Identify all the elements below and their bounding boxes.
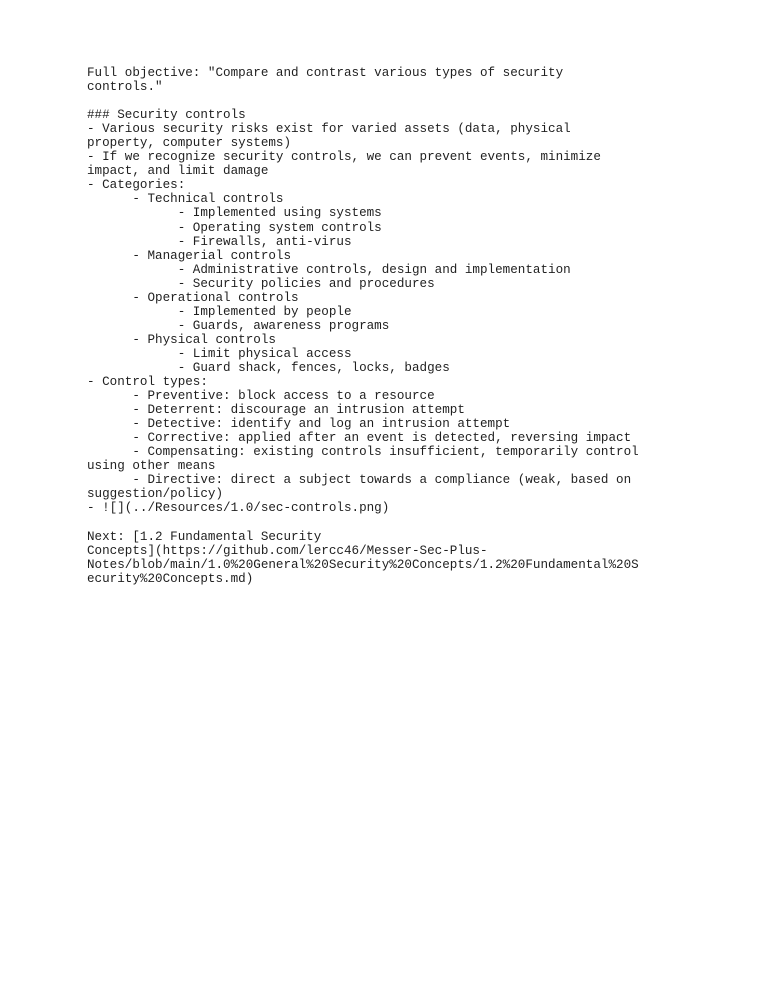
control-type-line: - Detective: identify and log an intrusion attempt [87, 417, 511, 432]
objective-block [87, 66, 687, 94]
next-link-line: Next: [1.2 Fundamental Security [87, 529, 322, 544]
category-label: - Managerial controls [87, 248, 292, 263]
category-item: - Security policies and procedures [87, 276, 435, 291]
category-item: - Operating system controls [87, 220, 382, 235]
control-types-label: - Control types: [87, 375, 208, 390]
category-operational [87, 291, 687, 333]
control-type-line: - Corrective: applied after an event is detected, reversing impact [87, 431, 632, 446]
category-technical [87, 192, 687, 248]
control-type-line: - Compensating: existing controls insufficient, temporarily control [87, 445, 639, 460]
document-body [87, 66, 687, 586]
category-item: - Firewalls, anti-virus [87, 234, 352, 249]
blank-line [87, 94, 687, 108]
objective-line: Full objective: "Compare and contrast various types of security [87, 66, 564, 80]
next-link-line: ecurity%20Concepts.md) [87, 571, 254, 586]
objective-line: controls." [87, 80, 163, 95]
next-link[interactable] [87, 530, 687, 586]
category-item: - Implemented by people [87, 304, 352, 319]
image-reference: - ![](../Resources/1.0/sec-controls.png) [87, 501, 390, 516]
control-type-line: suggestion/policy) [87, 487, 224, 502]
category-item: - Guard shack, fences, locks, badges [87, 360, 450, 375]
categories-label: - Categories: [87, 178, 186, 193]
next-link-line: Notes/blob/main/1.0%20General%20Security%20Concepts/1.2%20Fundamental%20S [87, 557, 639, 572]
category-item: - Limit physical access [87, 346, 352, 361]
control-type-line: - Directive: direct a subject towards a compliance (weak, based on [87, 473, 632, 488]
control-types-list [87, 389, 687, 501]
control-type-line: - Deterrent: discourage an intrusion attempt [87, 403, 465, 418]
category-label: - Physical controls [87, 332, 276, 347]
category-label: - Technical controls [87, 192, 284, 207]
intro-line: - If we recognize security controls, we can prevent events, minimize [87, 150, 601, 165]
section-heading: ### Security controls [87, 108, 246, 123]
intro-line: property, computer systems) [87, 136, 292, 151]
intro-line: impact, and limit damage [87, 164, 269, 179]
control-type-line: using other means [87, 459, 216, 474]
category-label: - Operational controls [87, 290, 299, 305]
blank-line [87, 516, 687, 530]
category-item: - Guards, awareness programs [87, 318, 390, 333]
category-item: - Administrative controls, design and implementation [87, 262, 571, 277]
category-item: - Implemented using systems [87, 206, 382, 221]
intro-line: - Various security risks exist for varied assets (data, physical [87, 122, 571, 137]
next-link-line: Concepts](https://github.com/lercc46/Messer-Sec-Plus- [87, 543, 488, 558]
category-managerial [87, 249, 687, 291]
control-type-line: - Preventive: block access to a resource [87, 389, 435, 404]
category-physical [87, 333, 687, 375]
